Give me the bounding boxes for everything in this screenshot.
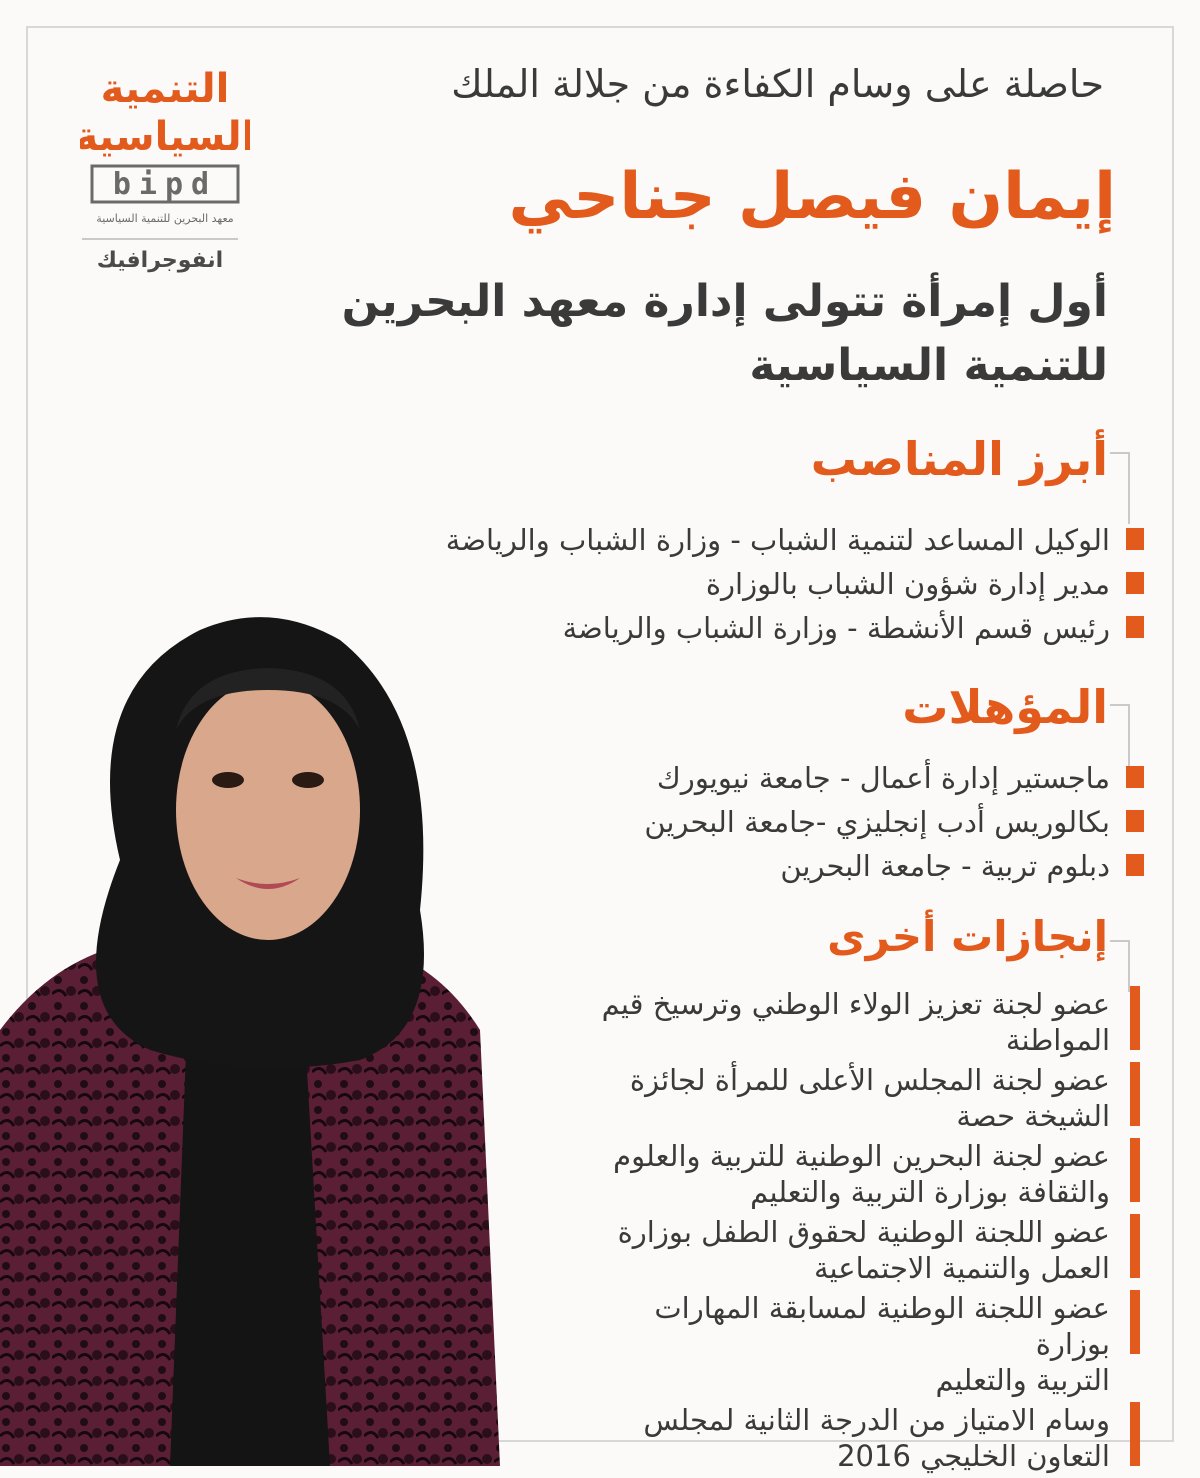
person-name: إيمان فيصل جناحي (508, 160, 1116, 234)
bullet-bar (1130, 986, 1140, 1050)
list-item: عضو لجنة تعزيز الولاء الوطني وترسيخ قيم المواطنة (584, 986, 1144, 1058)
logo-divider (82, 238, 238, 240)
qualifications-title: المؤهلات (902, 680, 1108, 734)
achievements-title: إنجازات أخرى (827, 912, 1108, 961)
logo-word-2: السياسية (80, 114, 250, 160)
list-item: عضو اللجنة الوطنية لمسابقة المهارات بوزارة التربية والتعليم (584, 1290, 1144, 1398)
subtitle (288, 270, 1108, 398)
bullet-bar (1130, 1290, 1140, 1354)
bullet-bar (1130, 1214, 1140, 1278)
list-item: عضو اللجنة الوطنية لحقوق الطفل بوزارة العمل والتنمية الاجتماعية (584, 1214, 1144, 1286)
section-bracket (1110, 940, 1130, 992)
logo-acronym: bipd (112, 167, 218, 202)
portrait-image (0, 610, 500, 1466)
section-bracket (1110, 452, 1130, 524)
bullet-square (1126, 810, 1144, 832)
bullet-square (1126, 766, 1144, 788)
list-item: دبلوم تربية - جامعة البحرين (324, 844, 1144, 888)
subtitle-line: للتنمية السياسية (749, 340, 1108, 391)
list-item: عضو لجنة المجلس الأعلى للمرأة لجائزة الشيخة حصة (584, 1062, 1144, 1134)
logo-word-1: التنمية (100, 66, 230, 112)
list-item: عضو لجنة البحرين الوطنية للتربية والعلوم والثقافة بوزارة التربية والتعليم (584, 1138, 1144, 1210)
bullet-square (1126, 572, 1144, 594)
subtitle-line: أول إمرأة تتولى إدارة معهد البحرين (341, 276, 1108, 327)
list-item: وسام الامتياز من الدرجة الثانية لمجلس التعاون الخليجي 2016 (584, 1402, 1144, 1474)
list-item: ماجستير إدارة أعمال - جامعة نيويورك (324, 756, 1144, 800)
bullet-square (1126, 854, 1144, 876)
list-item: الوكيل المساعد لتنمية الشباب - وزارة الشباب والرياضة (324, 518, 1144, 562)
bullet-bar (1130, 1138, 1140, 1202)
achievements-list (584, 986, 1144, 1478)
infographic-label: انفوجرافيك (96, 248, 224, 273)
bullet-square (1126, 528, 1144, 550)
positions-title: أبرز المناصب (810, 432, 1108, 486)
award-line: حاصلة على وسام الكفاءة من جلالة الملك (451, 62, 1104, 106)
bullet-bar (1130, 1062, 1140, 1126)
list-item: رئيس قسم الأنشطة - وزارة الشباب والرياضة (324, 606, 1144, 650)
bullet-square (1126, 616, 1144, 638)
bullet-bar (1130, 1402, 1140, 1466)
list-item: مدير إدارة شؤون الشباب بالوزارة (324, 562, 1144, 606)
list-item: بكالوريس أدب إنجليزي -جامعة البحرين (324, 800, 1144, 844)
logo-org: معهد البحرين للتنمية السياسية (96, 212, 234, 225)
